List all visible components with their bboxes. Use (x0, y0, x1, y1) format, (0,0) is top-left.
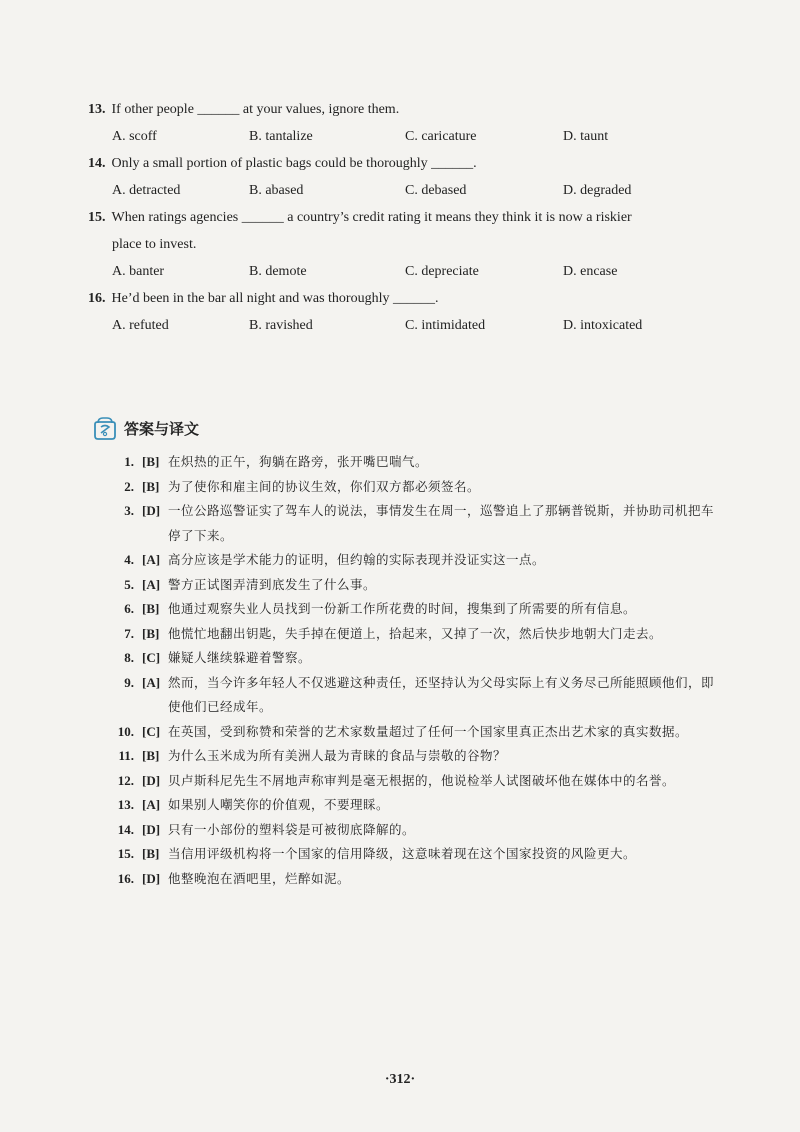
answer-row-continued (104, 695, 724, 720)
answer-translation: 高分应该是学术能力的证明，但约翰的实际表现并没证实这一点。 (168, 552, 546, 567)
answer-key: [D] (142, 772, 161, 788)
answer-row (104, 793, 724, 818)
answer-row (104, 450, 724, 475)
answer-row (104, 720, 724, 745)
option-c: C. caricature (405, 129, 477, 144)
option-row (112, 123, 728, 150)
answer-translation-continued: 停了下来。 (168, 527, 234, 543)
answer-key: [B] (142, 454, 160, 469)
option-a: A. banter (112, 264, 165, 279)
answer-section-header (92, 414, 199, 442)
answer-translation: 警方正试图弄清到底发生了什么事。 (168, 576, 377, 592)
question-text: Only a small portion of plastic bags could be thoroughly ______. (111, 156, 477, 171)
answer-number: 1. (124, 454, 134, 469)
answer-number: 6. (124, 601, 134, 616)
question-text: When ratings agencies ______ a country’s credit rating it means they think it is now a riskier (111, 210, 632, 225)
answer-row-continued (104, 524, 724, 549)
answer-translation: 当信用评级机构将一个国家的信用降级，这意味着现在这个国家投资的风险更大。 (168, 846, 637, 861)
answer-translation: 然而，当今许多年轻人不仅逃避这种责任，还坚持认为父母实际上有义务尽己所能照顾他们，即 (168, 674, 715, 690)
answer-number: 7. (124, 625, 134, 641)
answer-key: [D] (142, 503, 161, 518)
answer-key: [B] (142, 846, 160, 861)
option-d: D. intoxicated (563, 318, 643, 333)
question-14 (88, 150, 728, 204)
answer-key: [A] (142, 552, 161, 567)
question-number: 14. (88, 156, 106, 171)
answer-number: 9. (124, 674, 134, 690)
option-c: C. intimidated (405, 318, 486, 333)
question-text: He’d been in the bar all night and was thoroughly ______. (111, 291, 439, 306)
option-c: C. depreciate (405, 264, 479, 279)
answer-number: 15. (117, 846, 134, 861)
answer-row (104, 671, 724, 696)
question-number: 13. (88, 102, 106, 117)
answer-key: [D] (142, 821, 161, 837)
question-text: If other people ______ at your values, ignore them. (111, 102, 400, 117)
answer-row (104, 597, 724, 622)
answer-key: [D] (142, 870, 161, 886)
answer-translation: 如果别人嘲笑你的价值观，不要理睬。 (168, 797, 390, 812)
answer-row (104, 842, 724, 867)
option-row (112, 258, 728, 285)
page-number: ·312· (384, 1072, 416, 1087)
answer-section-title: 答案与译文 (124, 419, 200, 438)
answer-key: [B] (142, 601, 160, 616)
option-d: D. taunt (563, 129, 609, 144)
option-a: A. refuted (112, 318, 169, 333)
answer-key: [B] (142, 478, 160, 494)
answer-translation: 一位公路巡警证实了驾车人的说法，事情发生在周一，巡警追上了那辆普锐斯，并协助司机把车 (168, 503, 715, 518)
option-d: D. degraded (563, 183, 632, 198)
option-a: A. detracted (112, 183, 181, 198)
answer-translation: 他慌忙地翻出钥匙，失手掉在便道上，拾起来，又掉了一次，然后快步地朝大门走去。 (168, 625, 663, 641)
answer-translation: 他通过观察失业人员找到一份新工作所花费的时间，搜集到了所需要的所有信息。 (168, 601, 637, 616)
option-b: B. abased (249, 183, 304, 198)
answer-number: 4. (124, 552, 134, 567)
answer-number: 11. (118, 748, 134, 763)
option-b: B. demote (249, 264, 307, 279)
answer-row (104, 646, 724, 671)
answer-key: [C] (142, 723, 161, 739)
answer-translation: 嫌疑人继续躲避着警察。 (168, 650, 312, 665)
question-number: 15. (88, 210, 106, 225)
answer-number: 8. (124, 650, 134, 665)
answer-row (104, 573, 724, 598)
question-13 (88, 96, 728, 150)
answer-translation: 只有一小部份的塑料袋是可被彻底降解的。 (168, 821, 416, 837)
answer-number: 10. (117, 723, 134, 739)
answer-translation: 为了使你和雇主间的协议生效，你们双方都必须签名。 (168, 478, 481, 494)
option-a: A. scoff (112, 129, 157, 144)
answer-number: 14. (117, 821, 134, 837)
answer-number: 3. (124, 503, 134, 518)
answer-key: [B] (142, 748, 160, 763)
question-list (88, 96, 728, 339)
answer-row (104, 744, 724, 769)
answer-number: 13. (117, 797, 134, 812)
answer-translation: 为什么玉米成为所有美洲人最为青睐的食品与崇敬的谷物？ (168, 748, 507, 763)
question-15 (88, 204, 728, 285)
answer-key: [A] (142, 576, 161, 592)
question-text-continued: place to invest. (112, 237, 197, 252)
answer-key: [A] (142, 797, 161, 812)
answer-list (104, 450, 724, 891)
answer-key: [C] (142, 650, 161, 665)
answer-translation: 在英国，受到称赞和荣誉的艺术家数量超过了任何一个国家里真正杰出艺术家的真实数据。 (168, 723, 689, 739)
option-c: C. debased (405, 183, 467, 198)
answer-key: [A] (142, 674, 161, 690)
answer-row (104, 475, 724, 500)
answer-row (104, 499, 724, 524)
answer-translation: 在炽热的正午，狗躺在路旁，张开嘴巴喘气。 (168, 454, 429, 469)
question-16 (88, 285, 728, 339)
answer-row (104, 867, 724, 892)
answer-number: 16. (117, 870, 134, 886)
answer-number: 12. (117, 772, 134, 788)
option-d: D. encase (563, 264, 618, 279)
answer-row (104, 548, 724, 573)
answer-translation-continued: 使他们已经成年。 (168, 699, 273, 714)
answer-key: [B] (142, 625, 160, 641)
option-b: B. tantalize (249, 129, 313, 144)
question-number: 16. (88, 291, 106, 306)
answer-translation: 贝卢斯科尼先生不屑地声称审判是毫无根据的，他说检举人试图破坏他在媒体中的名誉。 (168, 772, 676, 788)
answer-row (104, 769, 724, 794)
answer-translation: 他整晚泡在酒吧里，烂醉如泥。 (168, 870, 351, 886)
answer-row (104, 622, 724, 647)
answer-row (104, 818, 724, 843)
answer-number: 2. (124, 478, 134, 494)
option-b: B. ravished (249, 318, 313, 333)
answer-number: 5. (124, 576, 134, 592)
book-bag-icon (92, 415, 118, 441)
option-row (112, 312, 728, 339)
option-row (112, 177, 728, 204)
